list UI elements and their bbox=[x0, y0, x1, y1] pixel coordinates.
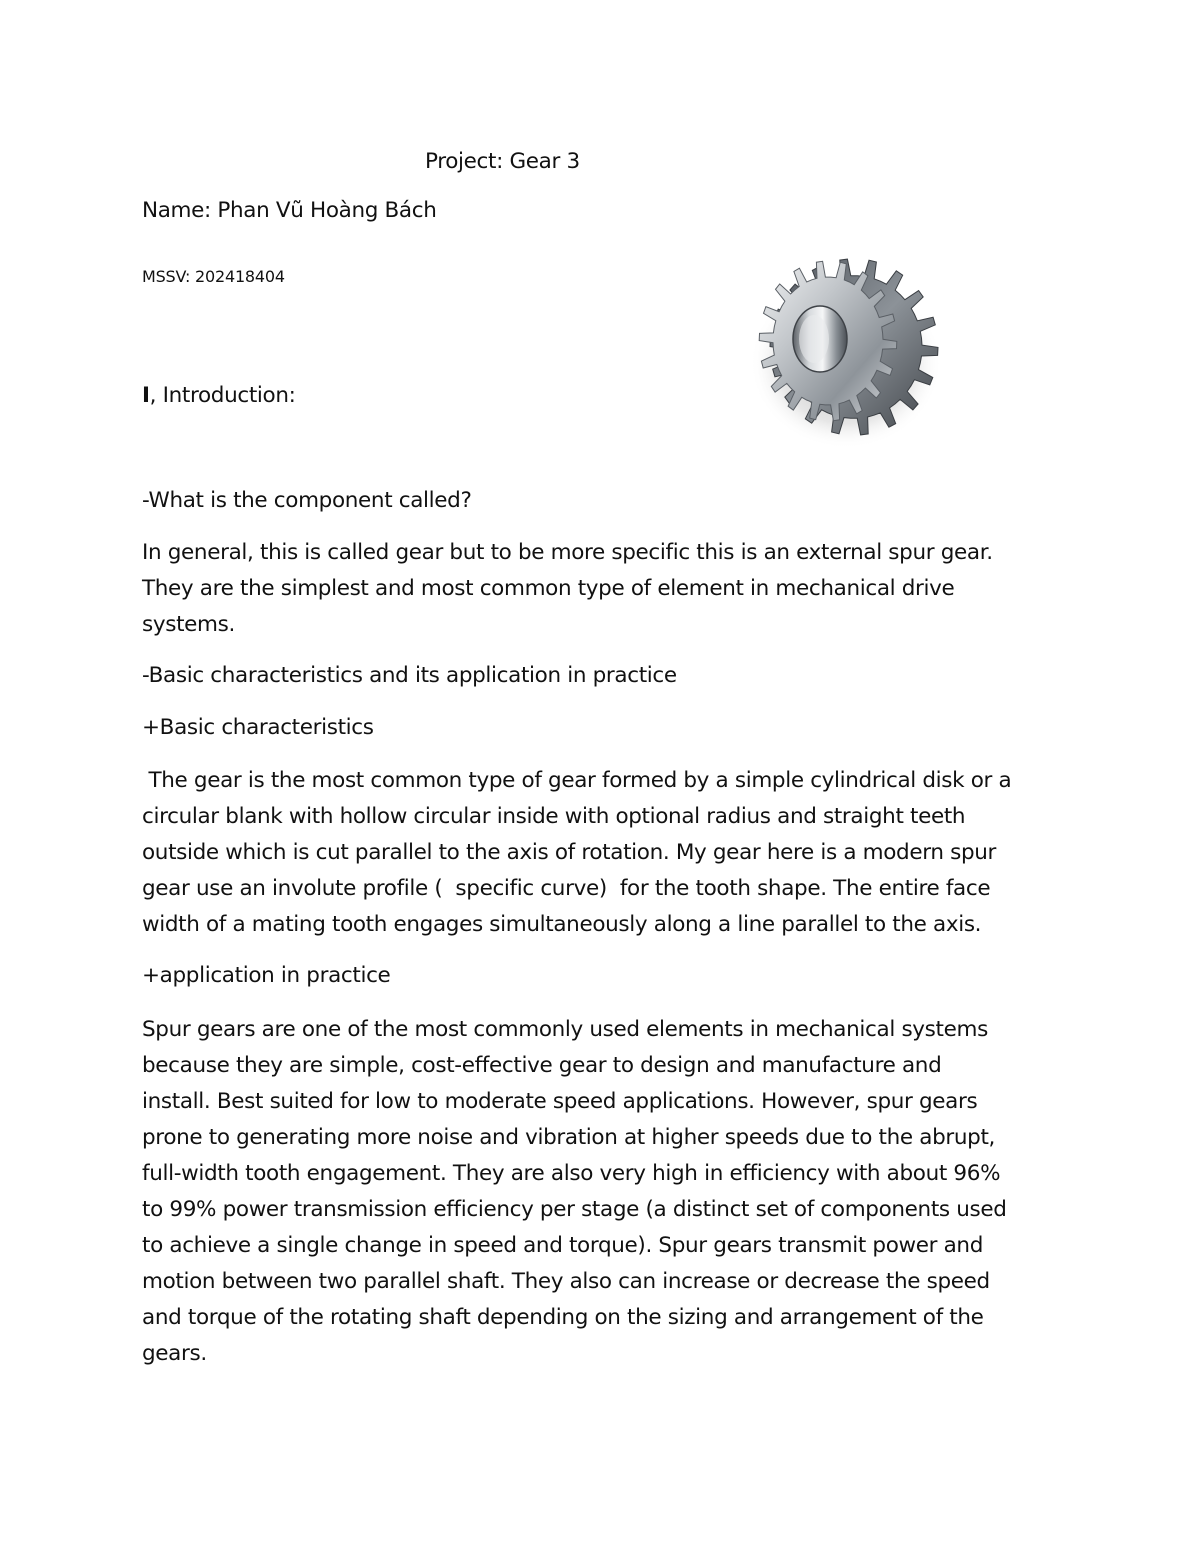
paragraph-line: full-width tooth engagement. They are also very high in efficiency with about 96% bbox=[142, 1161, 1001, 1186]
paragraph-line: outside which is cut parallel to the axis of rotation. My gear here is a modern spur bbox=[142, 840, 997, 865]
paragraph-line: gear use an involute profile ( specific curve) for the tooth shape. The entire face bbox=[142, 876, 991, 901]
intro-heading-text: , Introduction: bbox=[149, 383, 296, 408]
paragraph-line: systems. bbox=[142, 612, 235, 637]
intro-heading bbox=[142, 385, 296, 407]
paragraph-line: In general, this is called gear but to be more specific this is an external spur gear. bbox=[142, 540, 993, 565]
project-title: Project: Gear 3 bbox=[425, 149, 580, 174]
paragraph-line: They are the simplest and most common type of element in mechanical drive bbox=[142, 576, 955, 601]
intro-heading-numeral: I bbox=[142, 383, 150, 408]
application-heading: +application in practice bbox=[142, 963, 391, 988]
application-paragraph bbox=[142, 1012, 1072, 1372]
gear-icon bbox=[728, 243, 940, 453]
paragraph-line: circular blank with hollow circular inside with optional radius and straight teeth bbox=[142, 804, 966, 829]
paragraph-line: to achieve a single change in speed and torque). Spur gears transmit power and bbox=[142, 1233, 983, 1258]
question-1-heading: -What is the component called? bbox=[142, 488, 472, 513]
paragraph-line: because they are simple, cost-effective gear to design and manufacture and bbox=[142, 1053, 942, 1078]
paragraph-line: gears. bbox=[142, 1341, 207, 1366]
paragraph-line: The gear is the most common type of gear formed by a simple cylindrical disk or a bbox=[142, 768, 1012, 793]
paragraph-line: to 99% power transmission efficiency per stage (a distinct set of components used bbox=[142, 1197, 1007, 1222]
paragraph-line: width of a mating tooth engages simultaneously along a line parallel to the axis. bbox=[142, 912, 982, 937]
student-id: MSSV: 202418404 bbox=[142, 267, 285, 286]
paragraph-line: install. Best suited for low to moderate speed applications. However, spur gears bbox=[142, 1089, 978, 1114]
question-1-answer bbox=[142, 535, 1072, 643]
paragraph-line: Spur gears are one of the most commonly used elements in mechanical systems bbox=[142, 1017, 988, 1042]
basic-characteristics-paragraph bbox=[142, 763, 1072, 943]
gear-bore-highlight bbox=[799, 315, 829, 363]
basic-characteristics-heading: +Basic characteristics bbox=[142, 715, 374, 740]
paragraph-line: prone to generating more noise and vibration at higher speeds due to the abrupt, bbox=[142, 1125, 996, 1150]
question-2-heading: -Basic characteristics and its application in practice bbox=[142, 663, 677, 688]
paragraph-line: and torque of the rotating shaft depending on the sizing and arrangement of the bbox=[142, 1305, 984, 1330]
spur-gear-illustration bbox=[728, 243, 940, 453]
paragraph-line: motion between two parallel shaft. They also can increase or decrease the speed bbox=[142, 1269, 990, 1294]
student-name: Name: Phan Vũ Hoàng Bách bbox=[142, 198, 437, 223]
